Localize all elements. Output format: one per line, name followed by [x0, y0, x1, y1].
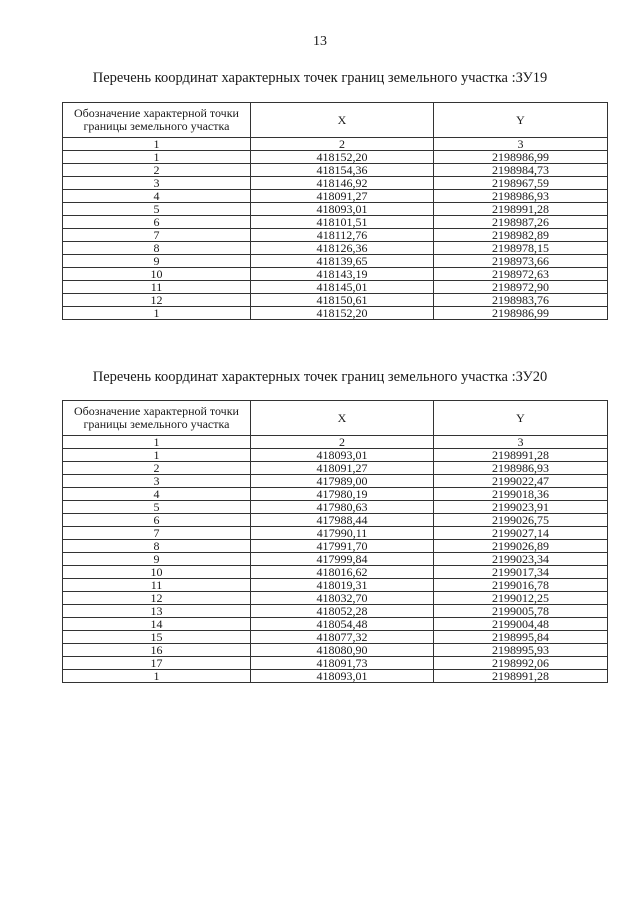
y-coordinate-cell: 2198984,73: [434, 164, 608, 177]
point-number-cell: 1: [63, 138, 251, 151]
x-coordinate-cell: 2: [251, 436, 434, 449]
y-coordinate-cell: 2199004,48: [434, 618, 608, 631]
x-coordinate-cell: 418093,01: [251, 203, 434, 216]
table-row: [63, 281, 608, 294]
x-coordinate-cell: 418152,20: [251, 151, 434, 164]
point-number-cell: 1: [63, 670, 251, 683]
x-coordinate-cell: 418152,20: [251, 307, 434, 320]
point-number-cell: 1: [63, 151, 251, 164]
x-coordinate-cell: 417980,19: [251, 488, 434, 501]
y-coordinate-cell: 2198987,26: [434, 216, 608, 229]
point-number-cell: 5: [63, 203, 251, 216]
table-row: [63, 605, 608, 618]
point-number-cell: 7: [63, 527, 251, 540]
section-title-zu20: Перечень координат характерных точек границ земельного участка :ЗУ20: [92, 369, 548, 385]
point-number-cell: 2: [63, 164, 251, 177]
x-coordinate-cell: 418054,48: [251, 618, 434, 631]
x-coordinate-cell: 418145,01: [251, 281, 434, 294]
y-coordinate-cell: 2198982,89: [434, 229, 608, 242]
point-number-cell: 8: [63, 242, 251, 255]
y-coordinate-cell: 2198986,93: [434, 190, 608, 203]
x-coordinate-cell: 417990,11: [251, 527, 434, 540]
point-number-cell: 3: [63, 177, 251, 190]
table-row: [63, 294, 608, 307]
table-row: [63, 501, 608, 514]
table-row: [63, 488, 608, 501]
x-coordinate-cell: 417989,00: [251, 475, 434, 488]
x-coordinate-cell: 418019,31: [251, 579, 434, 592]
x-coordinate-cell: 418146,92: [251, 177, 434, 190]
point-number-cell: 8: [63, 540, 251, 553]
y-coordinate-cell: 3: [434, 138, 608, 151]
y-coordinate-cell: 2198972,63: [434, 268, 608, 281]
point-number-cell: 4: [63, 488, 251, 501]
table-row: [63, 553, 608, 566]
y-coordinate-cell: 2199016,78: [434, 579, 608, 592]
table-row: [63, 579, 608, 592]
table-row: [63, 242, 608, 255]
page-number: 13: [313, 34, 327, 49]
y-coordinate-cell: 2198972,90: [434, 281, 608, 294]
table-header-row: [63, 401, 608, 436]
table-row: [63, 229, 608, 242]
point-number-cell: 5: [63, 501, 251, 514]
x-coordinate-cell: 417980,63: [251, 501, 434, 514]
x-coordinate-cell: 418080,90: [251, 644, 434, 657]
point-number-cell: 2: [63, 462, 251, 475]
y-coordinate-cell: 2199012,25: [434, 592, 608, 605]
x-coordinate-cell: 2: [251, 138, 434, 151]
point-number-cell: 9: [63, 553, 251, 566]
table-row: [63, 151, 608, 164]
x-coordinate-cell: 418112,76: [251, 229, 434, 242]
x-coordinate-cell: 418139,65: [251, 255, 434, 268]
y-coordinate-cell: 2198986,93: [434, 462, 608, 475]
table-row: [63, 203, 608, 216]
x-coordinate-cell: 417988,44: [251, 514, 434, 527]
point-number-cell: 6: [63, 216, 251, 229]
point-number-cell: 12: [63, 294, 251, 307]
table-row: [63, 514, 608, 527]
point-number-cell: 10: [63, 566, 251, 579]
x-coordinate-cell: 418032,70: [251, 592, 434, 605]
y-coordinate-cell: 2198991,28: [434, 203, 608, 216]
y-coordinate-cell: 2199018,36: [434, 488, 608, 501]
y-coordinate-cell: 2198986,99: [434, 151, 608, 164]
header-y: Y: [434, 103, 608, 138]
y-coordinate-cell: 3: [434, 436, 608, 449]
y-coordinate-cell: 2198992,06: [434, 657, 608, 670]
x-coordinate-cell: 418101,51: [251, 216, 434, 229]
header-x: X: [251, 103, 434, 138]
y-coordinate-cell: 2198995,93: [434, 644, 608, 657]
table-row: [63, 449, 608, 462]
table-row: [63, 670, 608, 683]
y-coordinate-cell: 2198995,84: [434, 631, 608, 644]
table-row: [63, 618, 608, 631]
column-index-row: [63, 138, 608, 151]
point-number-cell: 11: [63, 281, 251, 294]
y-coordinate-cell: 2199017,34: [434, 566, 608, 579]
table-row: [63, 644, 608, 657]
point-number-cell: 1: [63, 449, 251, 462]
table-row: [63, 190, 608, 203]
point-number-cell: 7: [63, 229, 251, 242]
point-number-cell: 17: [63, 657, 251, 670]
x-coordinate-cell: 418091,27: [251, 462, 434, 475]
coordinates-table-zu20: [62, 400, 608, 683]
y-coordinate-cell: 2198973,66: [434, 255, 608, 268]
point-number-cell: 11: [63, 579, 251, 592]
header-point-designation: Обозначение характерной точки границы земельного участка: [63, 401, 251, 436]
y-coordinate-cell: 2198991,28: [434, 449, 608, 462]
table-row: [63, 462, 608, 475]
point-number-cell: 3: [63, 475, 251, 488]
point-number-cell: 13: [63, 605, 251, 618]
point-number-cell: 15: [63, 631, 251, 644]
y-coordinate-cell: 2198991,28: [434, 670, 608, 683]
point-number-cell: 16: [63, 644, 251, 657]
x-coordinate-cell: 418093,01: [251, 449, 434, 462]
y-coordinate-cell: 2198983,76: [434, 294, 608, 307]
x-coordinate-cell: 418093,01: [251, 670, 434, 683]
table-row: [63, 475, 608, 488]
x-coordinate-cell: 418077,32: [251, 631, 434, 644]
point-number-cell: 10: [63, 268, 251, 281]
table-row: [63, 527, 608, 540]
y-coordinate-cell: 2198967,59: [434, 177, 608, 190]
x-coordinate-cell: 418143,19: [251, 268, 434, 281]
header-y: Y: [434, 401, 608, 436]
x-coordinate-cell: 418126,36: [251, 242, 434, 255]
table-row: [63, 592, 608, 605]
point-number-cell: 9: [63, 255, 251, 268]
y-coordinate-cell: 2199023,34: [434, 553, 608, 566]
column-index-row: [63, 436, 608, 449]
point-number-cell: 1: [63, 436, 251, 449]
y-coordinate-cell: 2199026,75: [434, 514, 608, 527]
y-coordinate-cell: 2199026,89: [434, 540, 608, 553]
table-row: [63, 255, 608, 268]
point-number-cell: 14: [63, 618, 251, 631]
x-coordinate-cell: 418150,61: [251, 294, 434, 307]
coordinates-table-zu19: [62, 102, 608, 320]
table-row: [63, 177, 608, 190]
section-title-zu19: Перечень координат характерных точек границ земельного участка :ЗУ19: [92, 70, 548, 86]
y-coordinate-cell: 2199022,47: [434, 475, 608, 488]
y-coordinate-cell: 2198978,15: [434, 242, 608, 255]
point-number-cell: 6: [63, 514, 251, 527]
table-row: [63, 566, 608, 579]
x-coordinate-cell: 418091,27: [251, 190, 434, 203]
point-number-cell: 1: [63, 307, 251, 320]
table-row: [63, 307, 608, 320]
table-row: [63, 657, 608, 670]
table-row: [63, 216, 608, 229]
x-coordinate-cell: 418154,36: [251, 164, 434, 177]
table-header-row: [63, 103, 608, 138]
y-coordinate-cell: 2199027,14: [434, 527, 608, 540]
y-coordinate-cell: 2199005,78: [434, 605, 608, 618]
x-coordinate-cell: 418052,28: [251, 605, 434, 618]
table-row: [63, 268, 608, 281]
header-point-designation: Обозначение характерной точки границы земельного участка: [63, 103, 251, 138]
point-number-cell: 4: [63, 190, 251, 203]
table-row: [63, 164, 608, 177]
x-coordinate-cell: 417991,70: [251, 540, 434, 553]
header-x: X: [251, 401, 434, 436]
table-row: [63, 631, 608, 644]
y-coordinate-cell: 2198986,99: [434, 307, 608, 320]
x-coordinate-cell: 418091,73: [251, 657, 434, 670]
point-number-cell: 12: [63, 592, 251, 605]
x-coordinate-cell: 418016,62: [251, 566, 434, 579]
y-coordinate-cell: 2199023,91: [434, 501, 608, 514]
x-coordinate-cell: 417999,84: [251, 553, 434, 566]
table-row: [63, 540, 608, 553]
